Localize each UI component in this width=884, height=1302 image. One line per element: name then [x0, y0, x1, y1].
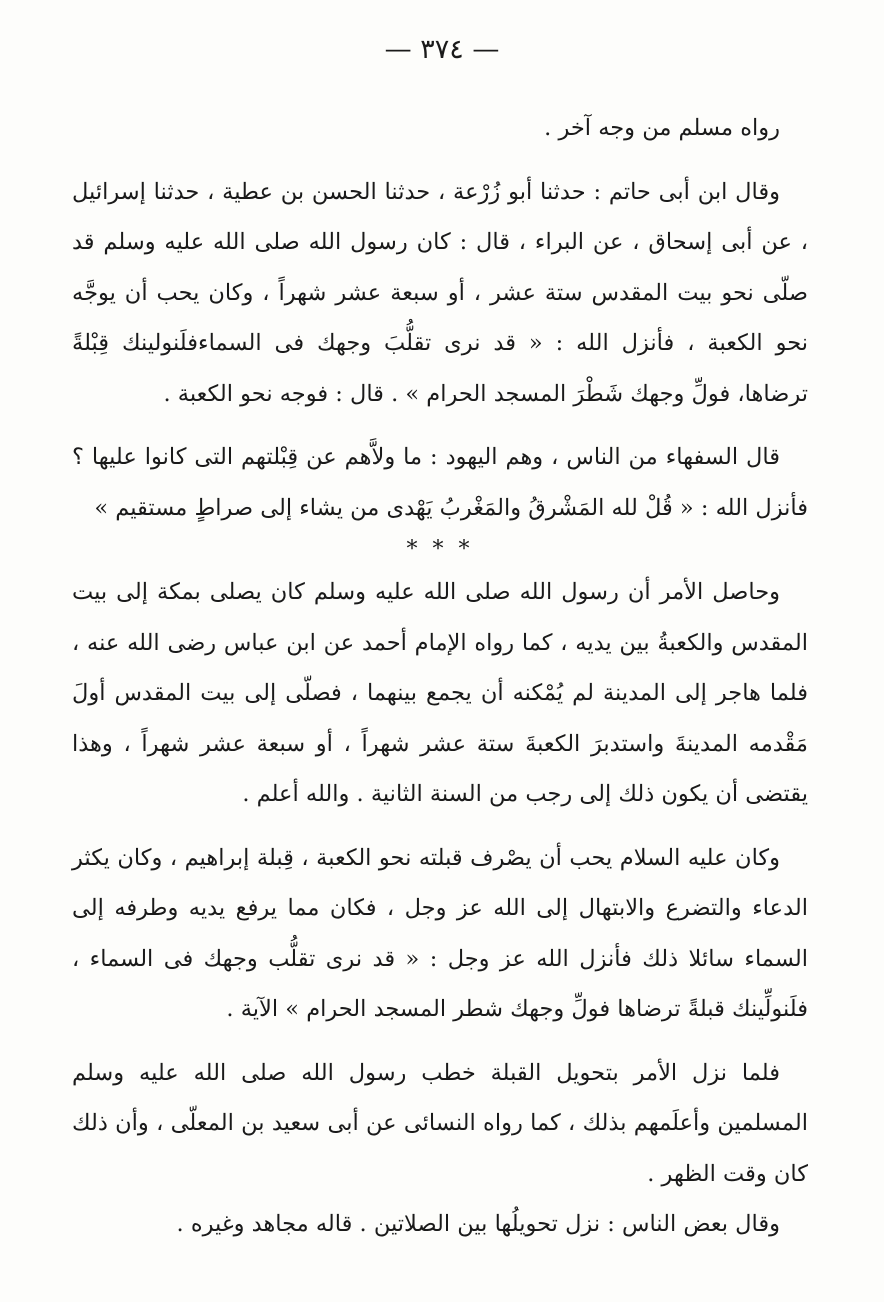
- page-body-text: [72, 103, 808, 1250]
- paragraph-4: وحاصل الأمر أن رسول الله صلى الله عليه وسلم كان يصلى بمكة إلى بيت المقدس والكعبةُ بين يديه ، كما رواه الإمام أحمد عن ابن عباس رضى الله عنه ، فلما هاجر إلى المدينة لم يُمْكنه أن يجمع بينهما ، فصلّى إلى بيت المقدس أولَ مَقْدمه المدينةَ واستدبرَ الكعبةَ ستة عشر شهراً ، أو سبعة عشر شهراً ، وهذا يقتضى أن يكون ذلك إلى رجب من السنة الثانية . والله أعلم .: [72, 579, 808, 807]
- paragraph-5: وكان عليه السلام يحب أن يصْرف قبلته نحو الكعبة ، قِبلة إبراهيم ، وكان يكثر الدعاء والتضرع والابتهال إلى الله عز وجل ، فكان مما يرفع يديه وطرفه إلى السماء سائلا ذلك فأنزل الله عز وجل : « قد نرى تقلُّب وجهك فى السماء ، فلَنولِّينك قبلةً ترضاها فولِّ وجهك شطر المسجد الحرام » الآية .: [72, 844, 808, 1022]
- paragraph-1: رواه مسلم من وجه آخر .: [544, 115, 780, 141]
- paragraph-7: وقال بعض الناس : نزل تحويلُها بين الصلاتين . قاله مجاهد وغيره .: [176, 1211, 780, 1237]
- paragraph-3: قال السفهاء من الناس ، وهم اليهود : ما ولاَّهم عن قِبْلتهم التى كانوا عليها ؟ فأنزل الله : « قُلْ لله المَشْرقُ والمَغْربُ يَهْدى من يشاء إلى صراطٍ مستقيم »: [72, 444, 808, 521]
- paragraph-2: وقال ابن أبى حاتم : حدثنا أبو زُرْعة ، حدثنا الحسن بن عطية ، حدثنا إسرائيل ، عن أبى إسحاق ، عن البراء ، قال : كان رسول الله صلى الله عليه وسلم قد صلّى نحو بيت المقدس ستة عشر ، أو سبعة عشر شهراً ، وكان يحب أن يوجَّه نحو الكعبة ، فأنزل الله : « قد نرى تقلُّبَ وجهك فى السماءفلَنولينك قِبْلةً ترضاها، فولِّ وجهك شَطْرَ المسجد الحرام » . قال : فوجه نحو الكعبة .: [72, 178, 808, 407]
- section-separator: * * *: [406, 537, 474, 562]
- page-number: — ٣٧٤ —: [384, 34, 500, 65]
- paragraph-6: فلما نزل الأمر بتحويل القبلة خطب رسول الله صلى الله عليه وسلم المسلمين وأعلَمهم بذلك ، كما رواه النسائى عن أبى سعيد بن المعلّى ، وأن ذلك كان وقت الظهر .: [72, 1059, 808, 1187]
